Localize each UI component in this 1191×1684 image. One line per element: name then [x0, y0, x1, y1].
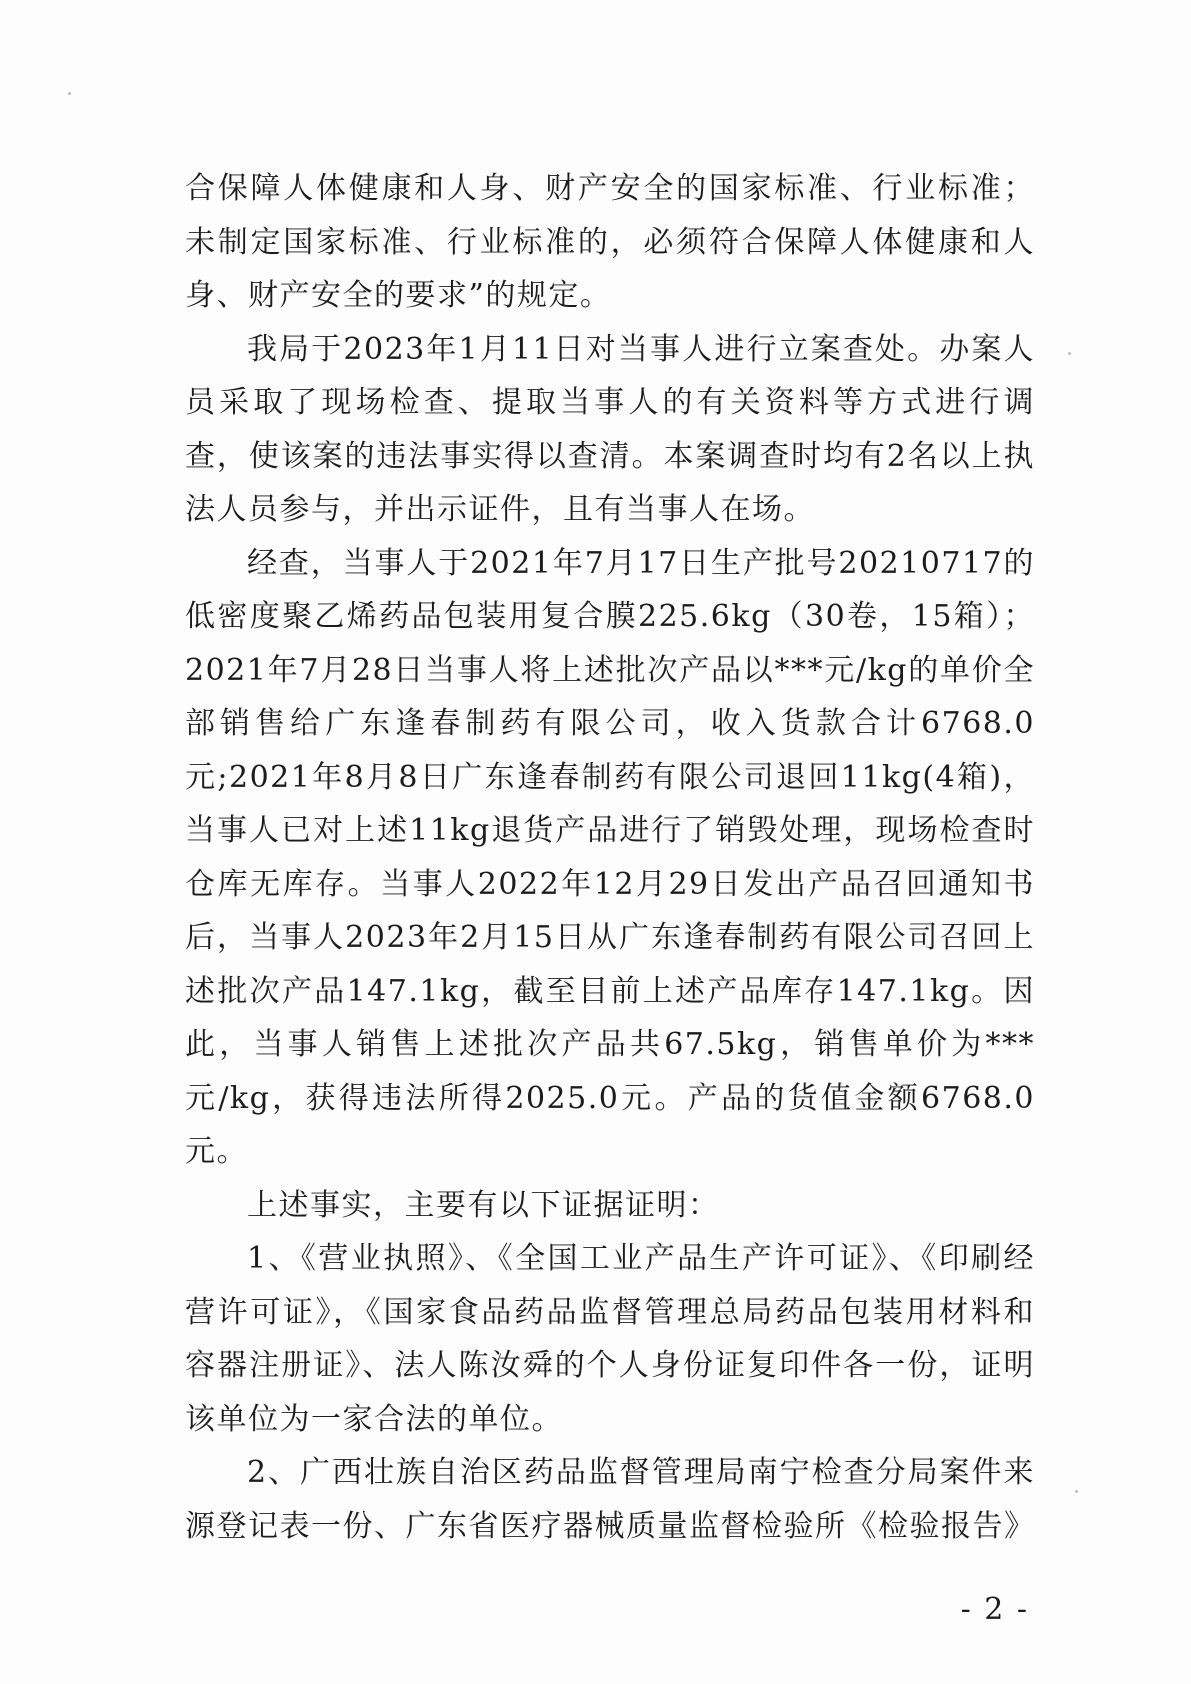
- paragraph-evidence-item-1: 1、《营业执照》、《全国工业产品生产许可证》、《印刷经营许可证》，《国家食品药品监督管理总局药品包装用材料和容器注册证》、法人陈汝舜的个人身份证复印件各一份，证明该单位为一家合法的单位。: [185, 1241, 1035, 1437]
- paragraph-case-filing: 我局于2023年1月11日对当事人进行立案查处。办案人员采取了现场检查、提取当事人的有关资料等方式进行调查，使该案的违法事实得以查清。本案调查时均有2名以上执法人员参与，并出示证件，且有当事人在场。: [185, 331, 1035, 527]
- page-number: - 2 -: [960, 1592, 1029, 1627]
- scan-speck: [68, 92, 71, 95]
- paragraph-evidence-item-2: 2、广西壮族自治区药品监督管理局南宁检查分局案件来源登记表一份、广东省医疗器械质量监督检验所《检验报告》: [185, 1455, 1036, 1544]
- scan-speck: [1068, 352, 1071, 355]
- document-body: [185, 162, 1035, 1553]
- paragraph-evidence-intro: 上述事实，主要有以下证据证明：: [247, 1187, 720, 1223]
- paragraph-continuation: 合保障人体健康和人身、财产安全的国家标准、行业标准；未制定国家标准、行业标准的，必须符合保障人体健康和人身、财产安全的要求”的规定。: [185, 171, 1035, 313]
- scan-speck: [1075, 1490, 1078, 1493]
- paragraph-investigation-findings: 经查，当事人于2021年7月17日生产批号20210717的低密度聚乙烯药品包装用复合膜225.6kg（30卷，15箱）；2021年7月28日当事人将上述批次产品以***元/kg的单价全部销售给广东逢春制药有限公司，收入货款合计6768.0元;2021年8月8日广东逢春制药有限公司退回11kg(4箱)，当事人已对上述11kg退货产品进行了销毁处理，现场检查时仓库无库存。当事人2022年12月29日发出产品召回通知书后，当事人2023年2月15日从广东逢春制药有限公司召回上述批次产品147.1kg，截至目前上述产品库存147.1kg。因此，当事人销售上述批次产品共67.5kg，销售单价为***元/kg，获得违法所得2025.0元。产品的货值金额6768.0元。: [185, 545, 1035, 1169]
